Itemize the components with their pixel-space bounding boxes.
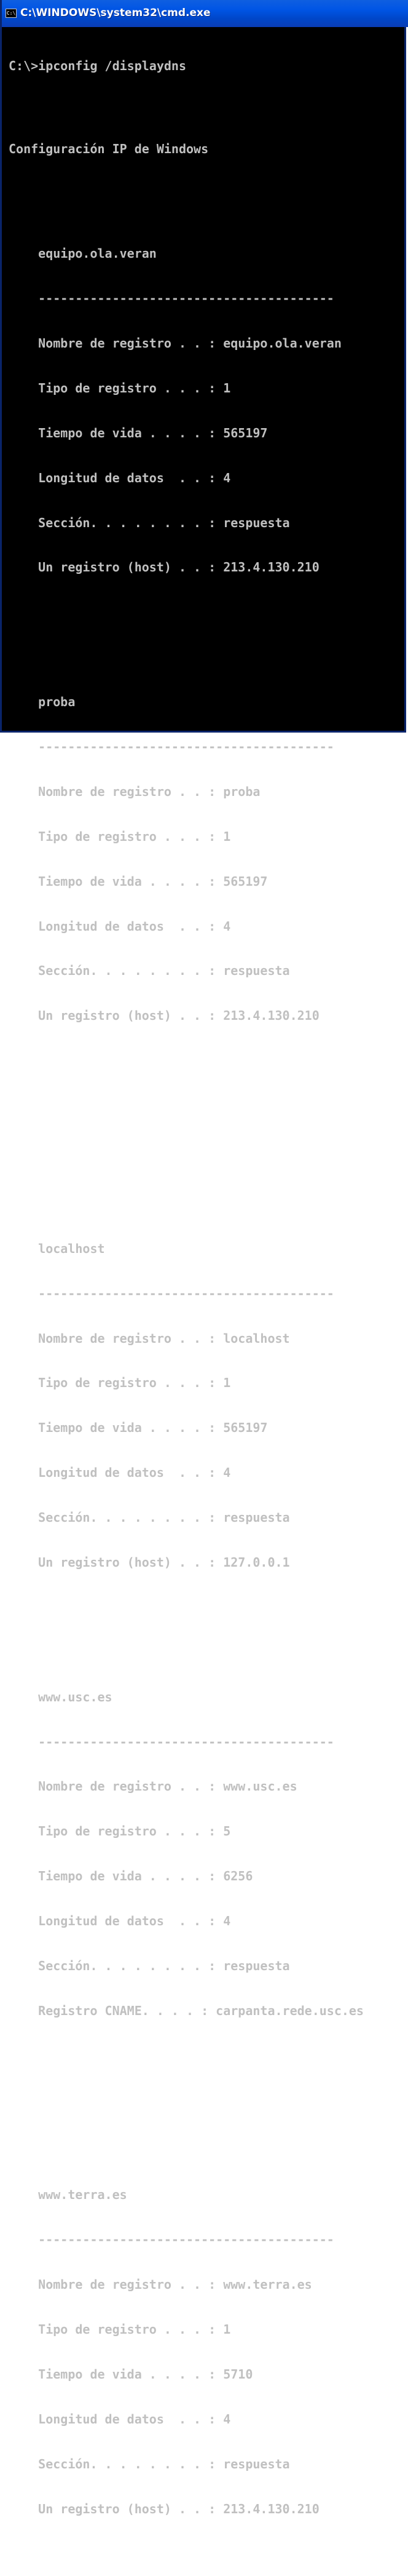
- record-row: Registro CNAME. . . . : carpanta.rede.usc.es: [38, 2003, 364, 2018]
- dns-entry: [9, 1211, 405, 1600]
- record-row: Nombre de registro . . : localhost: [38, 1330, 290, 1346]
- separator-line: ----------------------------------------: [38, 1734, 334, 1749]
- record-row: Tiempo de vida . . . . : 565197: [38, 425, 268, 440]
- title-bar[interactable]: [2, 0, 408, 27]
- record-row: Tipo de registro . . . : 1: [38, 2322, 231, 2337]
- record-row: Longitud de datos . . : 4: [38, 1914, 231, 1929]
- separator-line: ----------------------------------------: [38, 291, 334, 306]
- record-row: Nombre de registro . . : equipo.ola.veran: [38, 335, 342, 351]
- record-row: Sección. . . . . . . . : respuesta: [38, 1958, 290, 1973]
- record-row: Sección. . . . . . . . : respuesta: [38, 515, 290, 530]
- record-row: Tiempo de vida . . . . : 565197: [38, 873, 268, 889]
- record-row: Longitud de datos . . : 4: [38, 918, 231, 934]
- record-row: Longitud de datos . . : 4: [38, 470, 231, 485]
- entry-name: www.usc.es: [38, 1689, 112, 1704]
- record-row: Un registro (host) . . : 127.0.0.1: [38, 1554, 290, 1570]
- record-row: Nombre de registro . . : www.terra.es: [38, 2277, 312, 2292]
- record-row: Tiempo de vida . . . . : 5710: [38, 2367, 253, 2382]
- dns-entry: [9, 664, 405, 1053]
- record-row: Un registro (host) . . : 213.4.130.210: [38, 2501, 320, 2516]
- output-heading: Configuración IP de Windows: [9, 141, 209, 157]
- record-row: Un registro (host) . . : 213.4.130.210: [38, 1008, 320, 1024]
- record-row: Tipo de registro . . . : 1: [38, 1375, 231, 1391]
- separator-line: ----------------------------------------: [38, 739, 334, 754]
- record-row: Sección. . . . . . . . : respuesta: [38, 963, 290, 979]
- record-row: Un registro (host) . . : 213.4.130.210: [38, 560, 320, 575]
- record-row: Tipo de registro . . . : 1: [38, 829, 231, 844]
- separator-line: ----------------------------------------: [38, 2232, 334, 2248]
- entry-name: proba: [38, 694, 76, 710]
- entry-name: localhost: [38, 1241, 105, 1256]
- console-output[interactable]: [9, 28, 405, 2516]
- record-row: Sección. . . . . . . . : respuesta: [38, 2456, 290, 2471]
- record-row: Longitud de datos . . : 4: [38, 1465, 231, 1481]
- record-row: Tipo de registro . . . : 1: [38, 380, 231, 396]
- record-row: Sección. . . . . . . . : respuesta: [38, 1510, 290, 1525]
- entry-name: www.terra.es: [38, 2187, 127, 2203]
- record-row: Nombre de registro . . : www.usc.es: [38, 1779, 297, 1794]
- record-row: Longitud de datos . . : 4: [38, 2411, 231, 2427]
- dns-entry: [9, 1660, 405, 2048]
- record-row: Tipo de registro . . . : 5: [38, 1824, 231, 1839]
- record-row: Tiempo de vida . . . . : 565197: [38, 1420, 268, 1436]
- separator-line: ----------------------------------------: [38, 1286, 334, 1301]
- dns-entry: [9, 217, 405, 605]
- console-icon[interactable]: C:\: [6, 9, 17, 18]
- command-line: C:\>ipconfig /displaydns: [9, 58, 186, 73]
- dns-entry: [9, 2158, 405, 2546]
- record-row: Tiempo de vida . . . . : 6256: [38, 1869, 253, 1884]
- window-title: C:\WINDOWS\system32\cmd.exe: [20, 7, 211, 19]
- record-row: Nombre de registro . . : proba: [38, 784, 261, 799]
- entry-name: equipo.ola.veran: [38, 246, 157, 261]
